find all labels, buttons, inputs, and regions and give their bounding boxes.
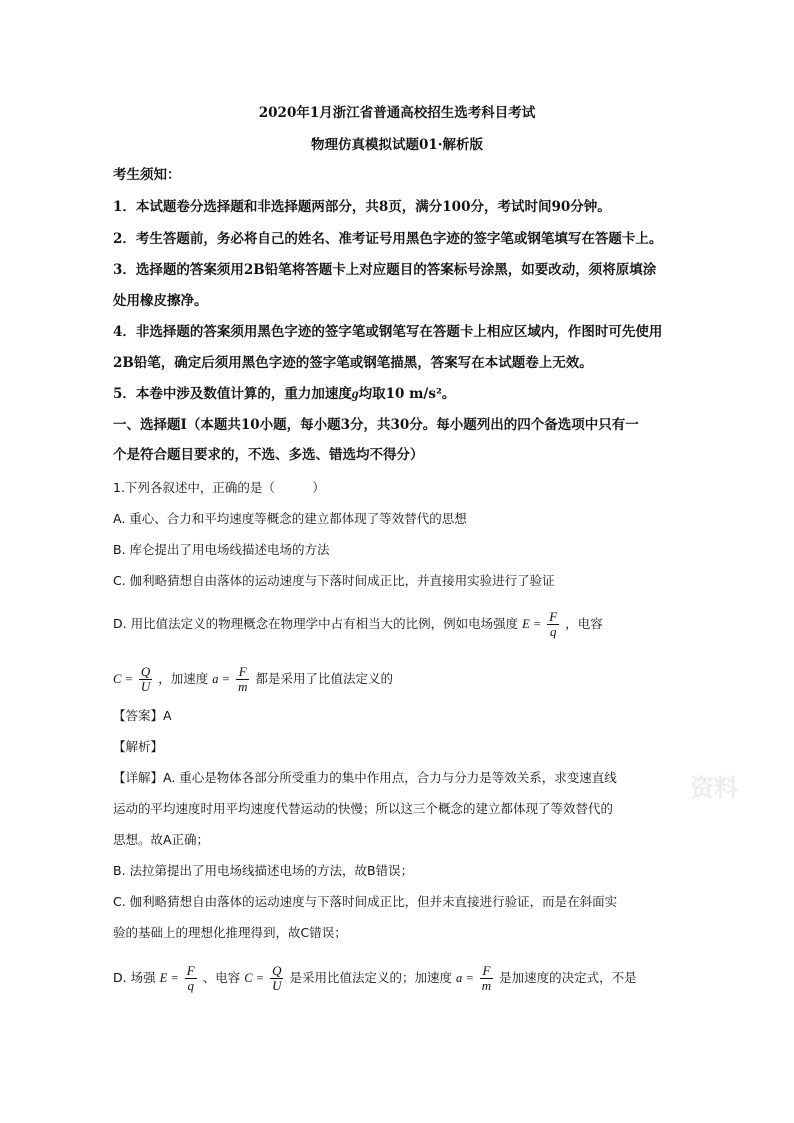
section-heading-line2: 个是符合题目要求的，不选、多选、错选均不得分）	[113, 447, 424, 463]
fraction-denominator: U	[140, 679, 151, 694]
field-strength-fraction	[185, 964, 197, 993]
option-d-pre: D. 用比值法定义的物理概念在物理学中占有相当大的比例，例如电场强度	[113, 616, 519, 631]
capacitance-fraction	[270, 964, 283, 993]
fraction-numerator: F	[549, 609, 558, 624]
detail-d-line	[113, 958, 637, 998]
fraction-denominator: q	[549, 624, 557, 639]
capacitance-formula: C =	[244, 971, 265, 985]
notice-heading: 考生须知：	[113, 167, 181, 183]
option-d-end: 都是采用了比值法定义的	[255, 671, 393, 686]
option-b: B. 库仑提出了用电场线描述电场的方法	[113, 542, 330, 557]
detail-a-line3: 思想。故A正确；	[113, 832, 210, 847]
notice-item-4b: 2B铅笔，确定后须用黑色字迹的签字笔或钢笔描黑，答案写在本试题卷上无效。	[113, 355, 593, 371]
detail-d-mid1: 、电容	[202, 970, 241, 985]
notice-item-5-pre: 5．本卷中涉及数值计算的，重力加速度	[113, 386, 352, 402]
exam-title-line2: 物理仿真模拟试题01·解析版	[311, 137, 483, 153]
gravity-symbol: g	[351, 386, 359, 401]
field-strength-fraction	[547, 610, 559, 639]
detail-a-line2: 运动的平均速度时用平均速度代替运动的快慢；所以这三个概念的建立都体现了等效替代的	[113, 801, 614, 816]
exam-title-line1: 2020年1月浙江省普通高校招生选考科目考试	[258, 105, 536, 121]
notice-item-4a: 4．非选择题的答案须用黑色字迹的签字笔或钢笔写在答题卡上相应区域内，作图时可先使用	[113, 324, 663, 340]
fraction-numerator: F	[186, 963, 195, 978]
section-heading-line1: 一、选择题Ⅰ（本题共10小题，每小题3分，共30分。每小题列出的四个备选项中只有一	[113, 417, 639, 433]
option-d-post: ，电容	[565, 616, 603, 631]
detail-d-mid2: 是采用比值法定义的；加速度	[289, 970, 452, 985]
option-d-line2	[113, 659, 393, 699]
acceleration-formula: a =	[212, 672, 231, 686]
notice-item-1: 1．本试题卷分选择题和非选择题两部分，共8页，满分100分，考试时间90分钟。	[113, 199, 611, 215]
acceleration-fraction	[236, 665, 249, 694]
fraction-numerator: Q	[272, 963, 282, 978]
field-strength-formula: E =	[522, 617, 542, 631]
acceleration-formula: a =	[455, 971, 474, 985]
field-strength-formula: E =	[159, 971, 179, 985]
fraction-numerator: F	[480, 964, 493, 979]
option-c: C. 伽利略猜想自由落体的运动速度与下落时间成正比，并直接用实验进行了验证	[113, 573, 555, 588]
answer-line: 【答案】A	[113, 708, 172, 723]
acceleration-fraction	[480, 964, 493, 993]
fraction-denominator: q	[187, 978, 194, 993]
question-stem: 1.下列各叙述中，正确的是（ ）	[113, 480, 325, 495]
notice-item-2: 2．考生答题前，务必将自己的姓名、准考证号用黑色字迹的签字笔或钢笔填写在答题卡上。	[113, 231, 663, 247]
notice-item-5	[113, 385, 455, 403]
capacitance-formula: C =	[113, 672, 133, 686]
detail-b: B. 法拉第提出了用电场线描述电场的方法，故B错误；	[113, 863, 414, 878]
fraction-denominator: m	[481, 978, 492, 993]
fraction-denominator: m	[238, 679, 248, 694]
fraction-numerator: F	[236, 665, 249, 680]
detail-c-line2: 验的基础上的理想化推理得到，故C错误；	[113, 925, 347, 940]
detail-a-line1: 【详解】A. 重心是物体各部分所受重力的集中作用点，合力与分力是等效关系，求变速直线	[113, 770, 617, 785]
notice-item-5-post: 均取10 m/s²。	[358, 386, 456, 402]
option-d-mid: ，加速度	[158, 671, 209, 686]
detail-c-line1: C. 伽利略猜想自由落体的运动速度与下落时间成正比，但并未直接进行验证，而是在斜面实	[113, 894, 618, 909]
option-a: A. 重心、合力和平均速度等概念的建立都体现了等效替代的思想	[113, 511, 467, 526]
option-d-line1	[113, 604, 603, 644]
detail-d-post: 是加速度的决定式，不是	[499, 970, 637, 985]
detail-d-pre: D. 场强	[113, 970, 156, 985]
notice-item-3a: 3．选择题的答案须用2B铅笔将答题卡上对应题目的答案标号涂黑，如要改动，须将原填涂	[113, 262, 657, 278]
notice-item-3b: 处用橡皮擦净。	[113, 293, 208, 309]
fraction-denominator: U	[272, 978, 282, 993]
fraction-numerator: Q	[140, 664, 151, 679]
watermark: 资料	[690, 774, 738, 802]
analysis-heading: 【解析】	[113, 739, 164, 754]
capacitance-fraction	[139, 665, 152, 694]
